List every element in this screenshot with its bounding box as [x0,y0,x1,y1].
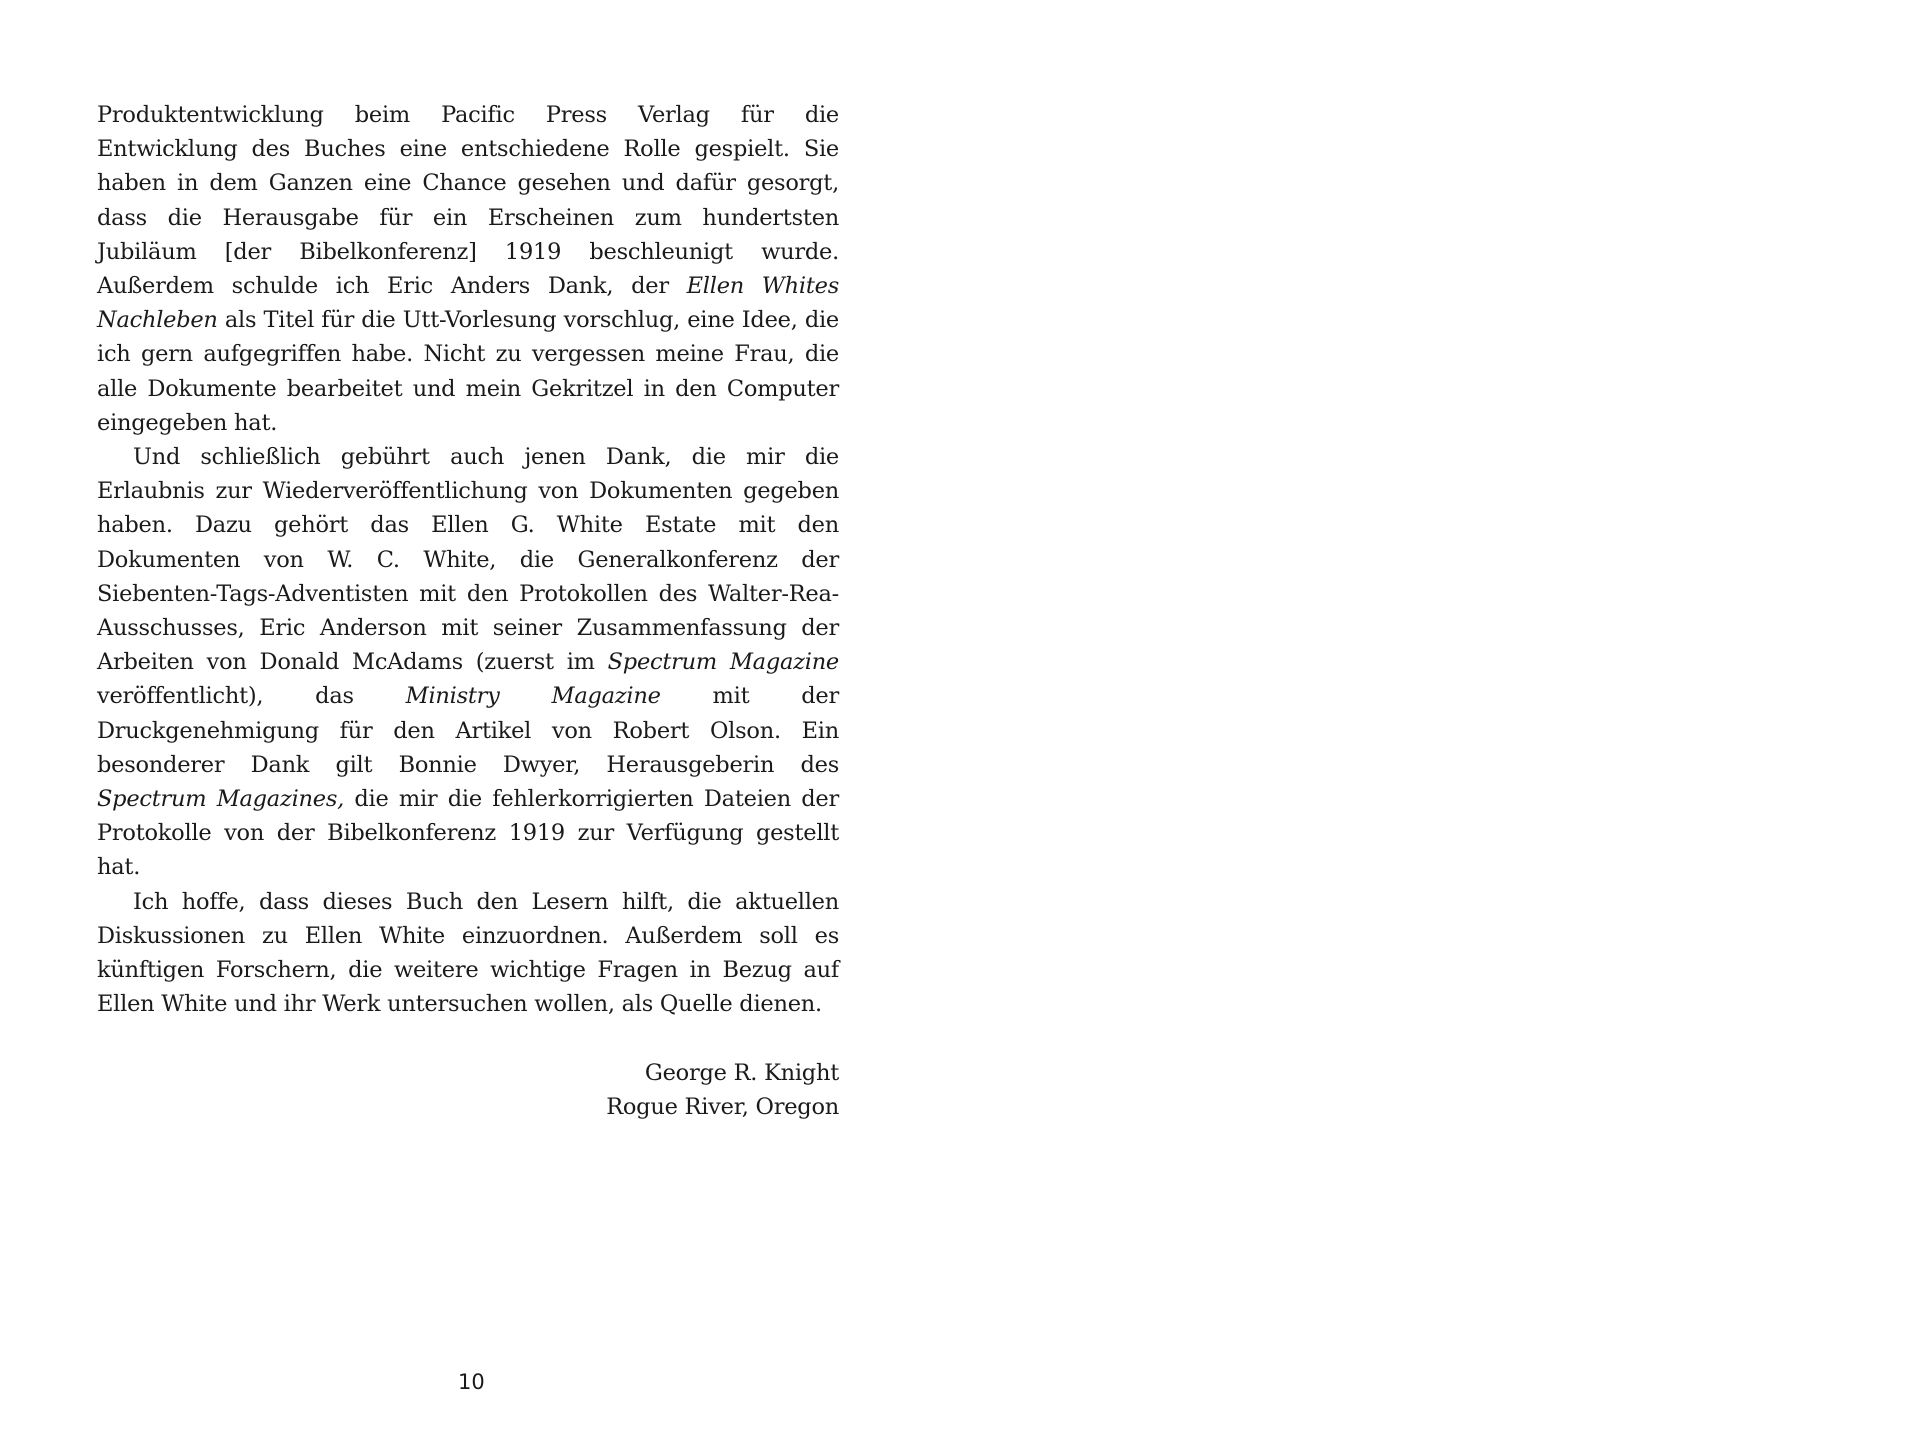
author-name: George R. Knight [644,1059,839,1086]
text-run: Und schließlich gebührt auch jenen Dank, die mir die Erlaubnis zur Wiederveröffentlichung von Dokumenten gegeben haben. Dazu gehört das Ellen G. White Estate mit den Dokumenten von W. C. White, die Generalkonferenz der Siebenten-Tags-Adventisten mit den Protokollen des Walter-Rea-Ausschusses, Eric Anderson mit seiner Zusammenfassung der Arbeiten von Donald McAdams (zuerst im [97,444,839,676]
text-run: veröffentlicht), das [97,683,406,710]
italic-title: Ellen Whites Nachleben [97,273,839,334]
text-run: die mir die fehlerkorrigierten Dateien der Protokolle von der Bibelkonferenz 1919 zur Verfügung gestellt hat. [97,786,840,881]
paragraph-list [97,98,839,1021]
paragraph [97,440,839,885]
italic-title: Ministry Magazine [405,683,661,710]
text-run: mit der Druckgenehmigung für den Artikel von Robert Olson. Ein besonderer Dank gilt Bonnie Dwyer, Herausgeberin des [97,683,839,778]
page-number: 10 [458,1370,485,1394]
body-text [97,98,839,1124]
text-run: Ich hoffe, dass dieses Buch den Lesern hilft, die aktuellen Diskussionen zu Ellen White einzuordnen. Außerdem soll es künftigen Forschern, die weitere wichtige Fragen in Bezug auf Ellen White und ihr Werk untersuchen wollen, als Quelle dienen. [97,888,839,1018]
text-run: als Titel für die Utt-Vorlesung vorschlug, eine Idee, die ich gern aufgegriffen habe. Nicht zu vergessen meine Frau, die alle Dokumente bearbeitet und mein Gekritzel in den Computer eingegeben hat. [97,307,839,436]
paragraph [97,98,839,440]
text-run: Produktentwicklung beim Pacific Press Verlag für die Entwicklung des Buches eine entschiedene Rolle gespielt. Sie haben in dem Ganzen eine Chance gesehen und dafür gesorgt, dass die Herausgabe für ein Erscheinen zum hundertsten Jubiläum [der Bibelkonferenz] 1919 beschleunigt wurde. Außerdem schulde ich Eric Anders Dank, der [97,102,839,300]
italic-title: Spectrum Magazine [607,649,840,676]
author-location: Rogue River, Oregon [606,1093,839,1120]
italic-title: Spectrum Magazines, [97,786,345,813]
signature-block [97,1056,839,1124]
paragraph [97,885,839,1022]
